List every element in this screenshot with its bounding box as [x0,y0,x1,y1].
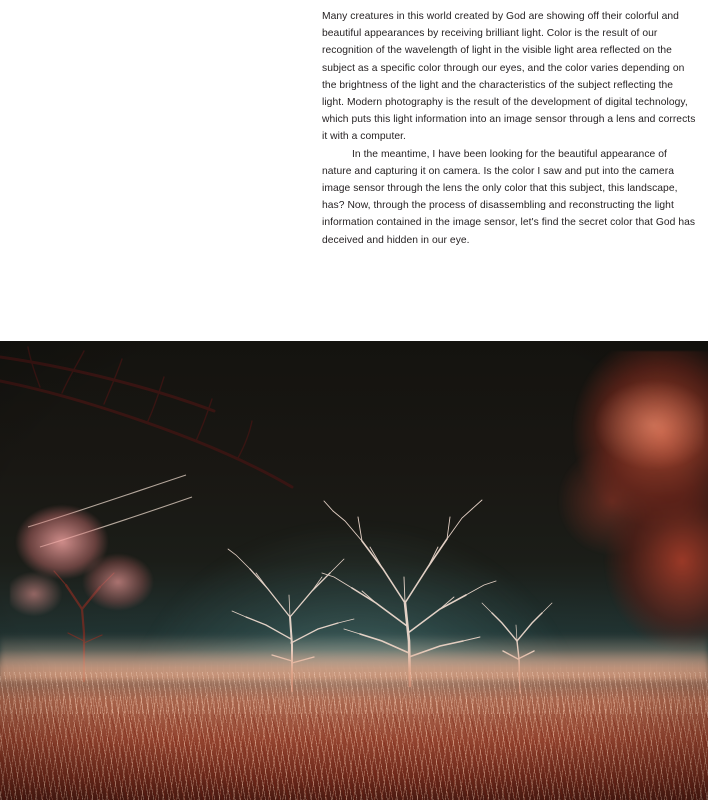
body-paragraph-1: Many creatures in this world created by God are showing off their colorful and beautiful appearances by receiving brilliant light. Color is the result of our recognition of the wavelength of light in the visible light area reflected on the subject as a specific color through our eyes, and the color varies depending on the brightness of the light and the characteristics of the subject reflecting the light. Modern photography is the result of the development of digital technology, which puts this light information into an image sensor through a lens and corrects it with a computer. [322,11,696,143]
right-foliage-highlight [564,375,704,495]
grass-strokes-front [0,714,708,800]
text-column [322,8,696,249]
landscape-photograph [0,341,708,800]
body-paragraph-2: In the meantime, I have been looking for the beautiful appearance of nature and capturing it on camera. Is the color I saw and put into the camera image sensor through the lens the only color that this subject, this landscape, has? Now, through the process of disassembling and reconstructing the light information contained in the image sensor, let's find the secret color that God has deceived and hidden in our eye. [322,148,696,246]
